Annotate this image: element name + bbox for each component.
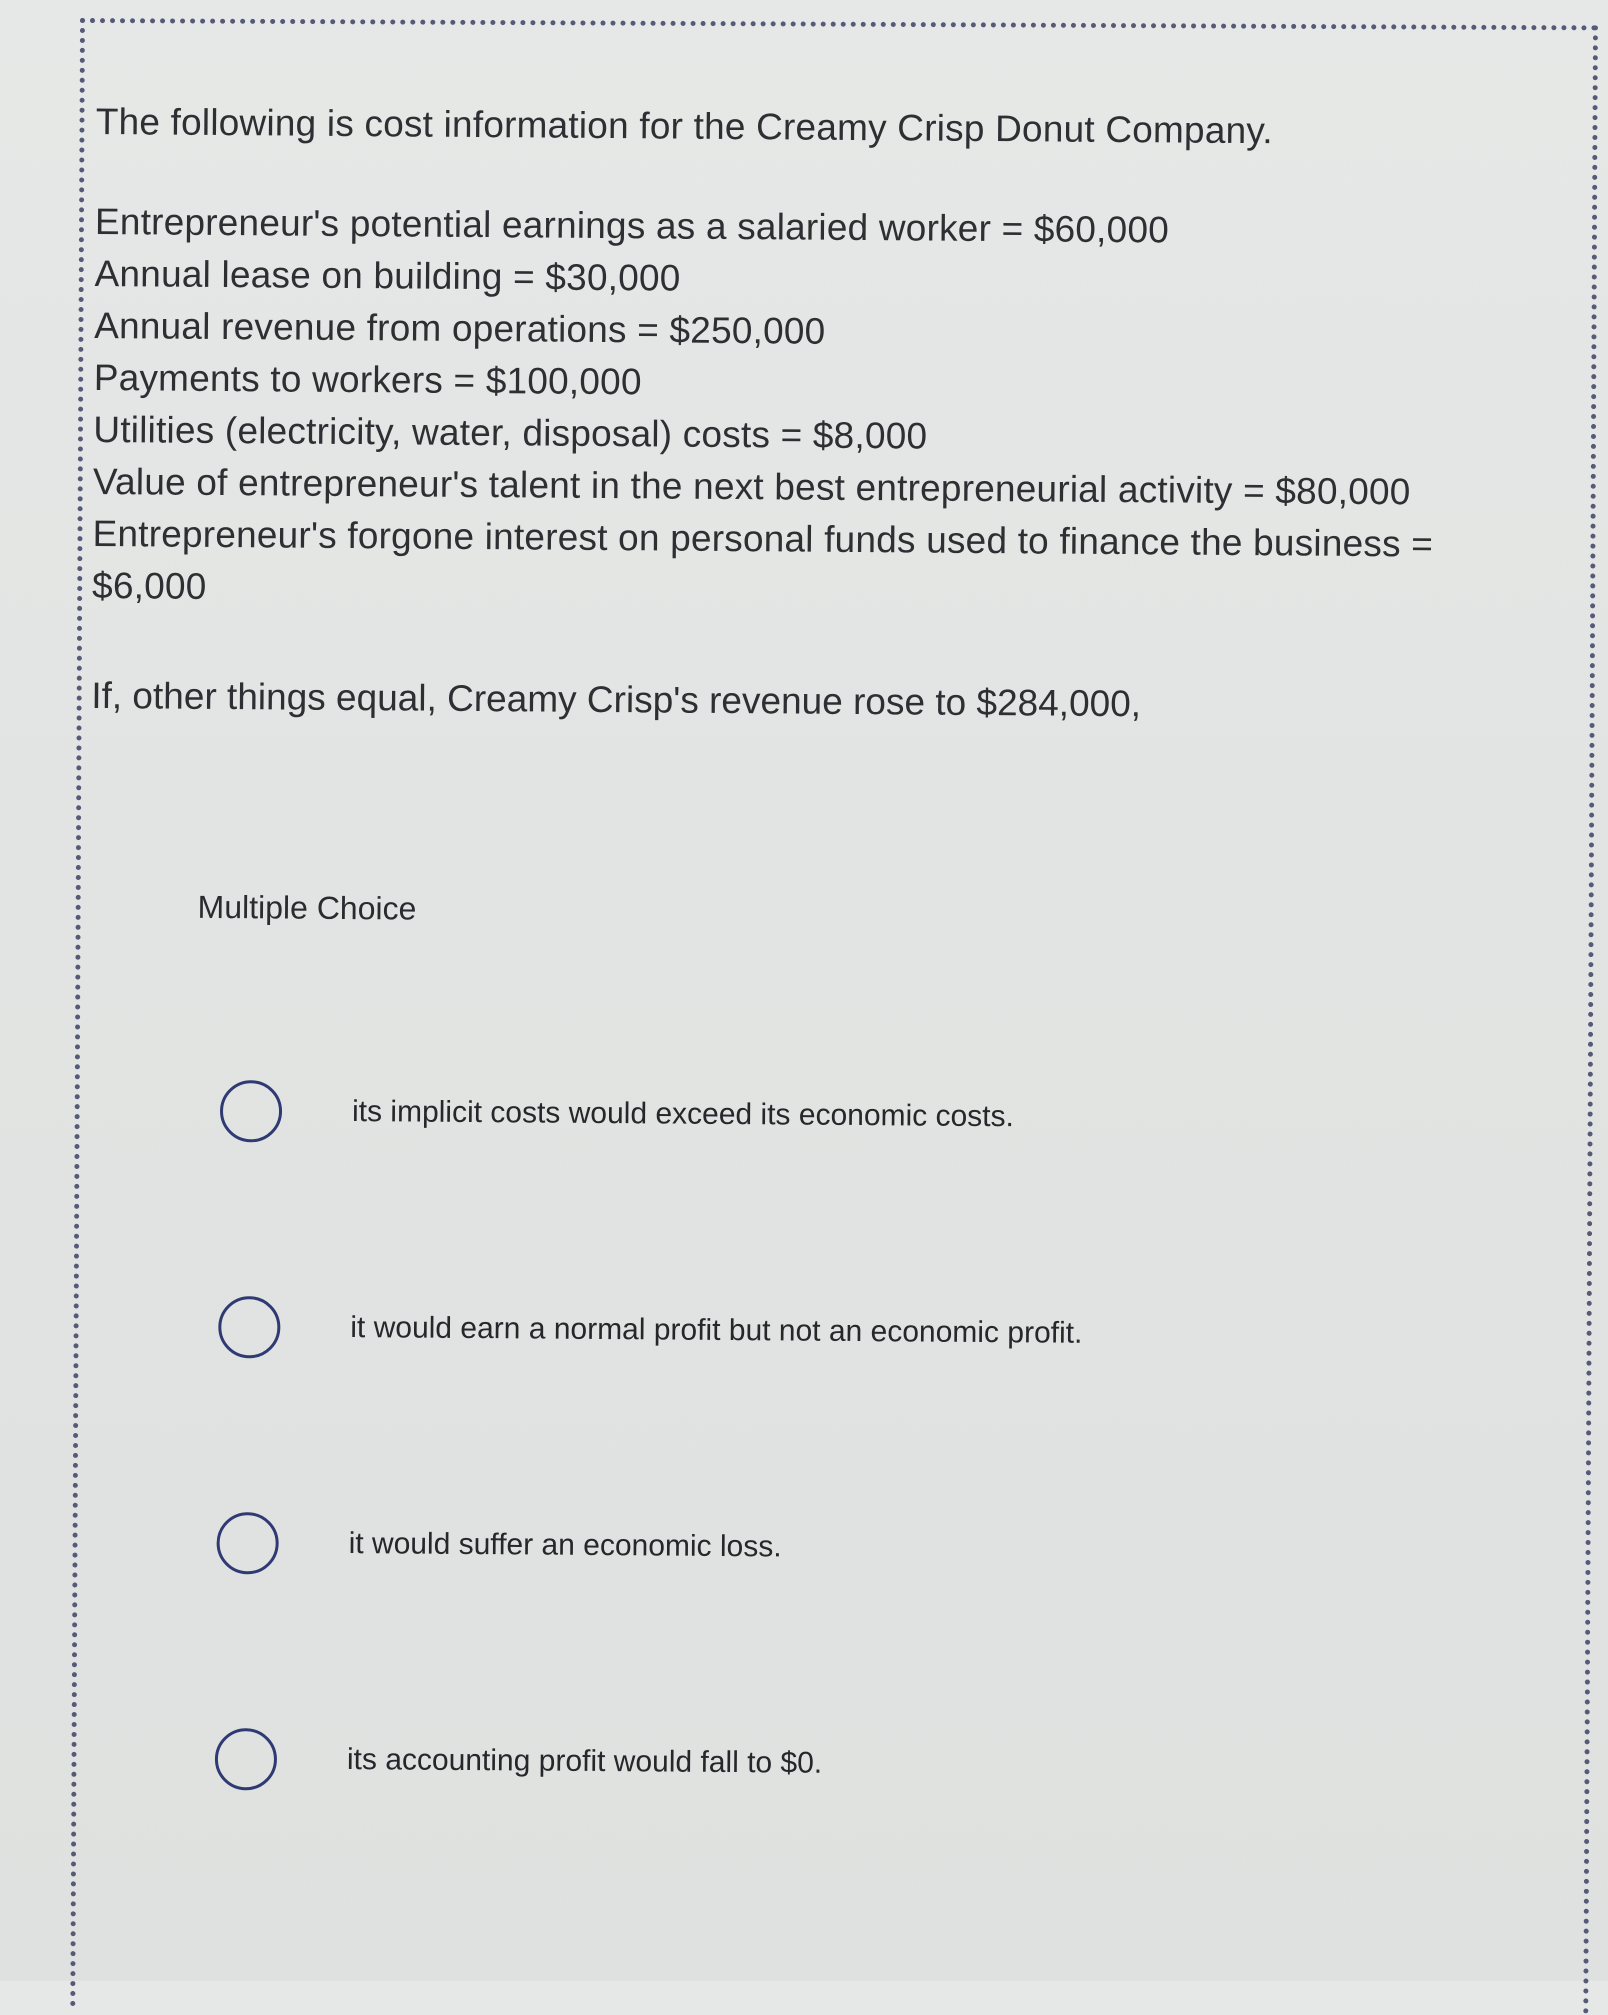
fact-forgone-interest: Entrepreneur's forgone interest on personal funds used to finance the business = $6,000 <box>91 512 1434 607</box>
radio-button-icon[interactable] <box>218 1296 280 1358</box>
radio-button-icon[interactable] <box>215 1728 277 1790</box>
question-content <box>82 96 1536 1952</box>
answer-option-4[interactable] <box>83 1725 1523 1802</box>
answer-option-text[interactable]: its implicit costs would exceed its economic costs. <box>351 1095 1015 1134</box>
fact-utilities: Utilities (electricity, water, disposal) costs = $8,000 <box>93 408 928 457</box>
radio-button-icon[interactable] <box>220 1080 282 1142</box>
answer-option-3[interactable] <box>84 1509 1524 1586</box>
question-intro: The following is cost information for the Creamy Crisp Donut Company. <box>95 100 1273 152</box>
radio-button-icon[interactable] <box>216 1512 278 1574</box>
multiple-choice-label: Multiple Choice <box>197 888 417 927</box>
cost-facts-list <box>92 196 1535 623</box>
question-prompt: If, other things equal, Creamy Crisp's revenue rose to $284,000, <box>91 674 1142 725</box>
fact-salaried-earnings: Entrepreneur's potential earnings as a salaried worker = $60,000 <box>94 200 1170 251</box>
fact-worker-payments: Payments to workers = $100,000 <box>93 356 642 403</box>
answer-option-text[interactable]: it would suffer an economic loss. <box>348 1527 782 1564</box>
fact-talent-value: Value of entrepreneur's talent in the next best entrepreneurial activity = $80,000 <box>92 460 1411 513</box>
answer-option-2[interactable] <box>86 1293 1526 1370</box>
answer-option-text[interactable]: it would earn a normal profit but not an economic profit. <box>350 1311 1083 1350</box>
answer-option-text[interactable]: its accounting profit would fall to $0. <box>346 1743 823 1780</box>
fact-lease: Annual lease on building = $30,000 <box>94 252 681 299</box>
fact-revenue: Annual revenue from operations = $250,000 <box>94 304 826 352</box>
answer-option-1[interactable] <box>88 1077 1528 1154</box>
answer-options <box>83 1077 1529 1802</box>
